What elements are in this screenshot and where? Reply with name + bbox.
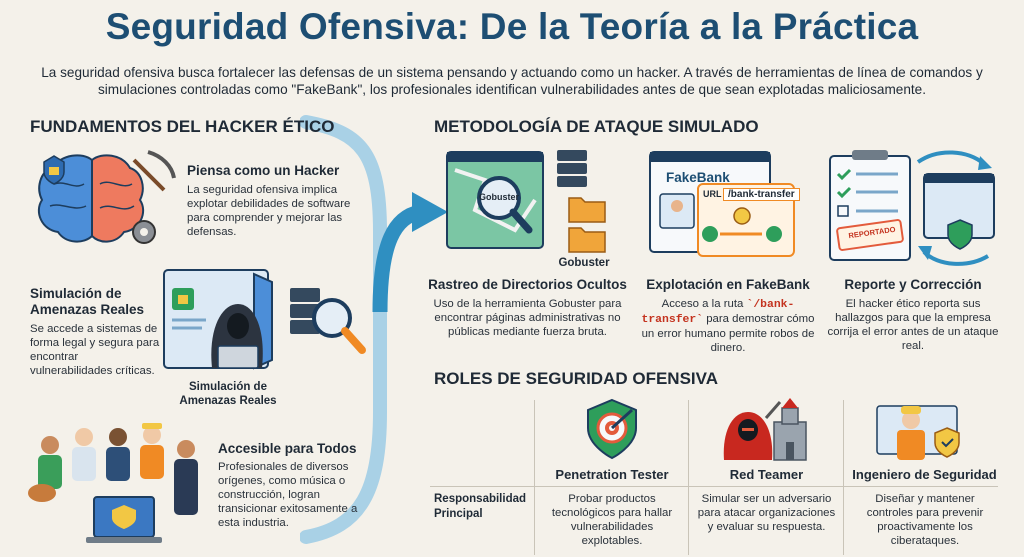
item-think-hacker-desc: La seguridad ofensiva implica explotar debilidades de software para comprender y mejorar las defensas.	[187, 184, 351, 238]
fakebank-url-label: URL	[703, 189, 722, 199]
diverse-professionals-icon	[28, 415, 213, 550]
methodology-heading: METODOLOGÍA DE ATAQUE SIMULADO	[434, 117, 759, 136]
fakebank-browser-icon	[648, 150, 798, 260]
red-teamer-castle-icon	[718, 398, 810, 462]
role-pentester-title: Penetration Tester	[555, 467, 669, 482]
fundamentals-heading: FUNDAMENTOS DEL HACKER ÉTICO	[30, 117, 335, 136]
security-engineer-icon	[875, 398, 971, 462]
item-accessible-desc: Profesionales de diversos orígenes, como música o construcción, logran transicionar exitosamente a esta industria.	[218, 461, 358, 529]
step-directory-desc: Uso de la herramienta Gobuster para encontrar páginas administrativas no públicas mediante fuerza bruta.	[433, 298, 622, 338]
step-fakebank-desc-code: `/bank-transfer`	[641, 299, 795, 326]
report-clipboard-icon	[828, 148, 1003, 266]
role-redteamer-title: Red Teamer	[729, 467, 804, 482]
gobuster-caption: Gobuster	[558, 257, 610, 269]
roles-heading: ROLES DE SEGURIDAD OFENSIVA	[434, 369, 718, 388]
page-title: Seguridad Ofensiva: De la Teoría a la Práctica	[105, 6, 919, 47]
step-report-title: Reporte y Corrección	[844, 277, 982, 292]
role-engineer-desc: Diseñar y mantener controles para prevenir proactivamente los ciberataques.	[866, 493, 984, 547]
step-report-desc: El hacker ético reporta sus hallazgos para que la empresa corrija el error antes de un ataque real.	[827, 298, 999, 352]
hooded-hacker-icon	[162, 268, 372, 378]
step-fakebank-title: Explotación en FakeBank	[646, 277, 810, 292]
roles-divider-2	[688, 400, 689, 555]
roles-divider-3	[843, 400, 844, 555]
brain-gear-icon	[30, 148, 180, 248]
step-fakebank-desc	[634, 297, 822, 355]
roles-header-rule	[430, 486, 998, 487]
role-engineer-title: Ingeniero de Seguridad	[852, 467, 997, 482]
intro-paragraph: La seguridad ofensiva busca fortalecer las defensas de un sistema pensando y actuando como un hacker. A través de herramientas de línea de comandos y simulaciones controladas como "FakeBank", los profesionales identifican vulnerabilidades antes de que sean explotadas maliciosamente.	[41, 65, 983, 97]
fakebank-brand: FakeBank	[666, 170, 730, 185]
gobuster-magnifier-label: Gobuster	[478, 192, 519, 202]
step-fakebank-desc-after: para demostrar cómo un error humano permite robos de dinero.	[641, 313, 815, 354]
item-simulation-desc: Se accede a sistemas de forma legal y segura para encontrar vulnerabilidades críticas.	[30, 323, 160, 377]
simulation-caption: Simulación de Amenazas Reales	[179, 381, 277, 407]
item-accessible-title: Accesible para Todos	[218, 441, 357, 456]
item-think-hacker-title: Piensa como un Hacker	[187, 163, 340, 178]
item-simulation-title: Simulación de Amenazas Reales	[30, 286, 145, 317]
fakebank-url-path: /bank-transfer	[723, 188, 800, 201]
gobuster-map-icon	[445, 150, 615, 255]
target-shield-icon	[584, 398, 640, 460]
roles-divider-1	[534, 400, 535, 555]
roles-row-label: Responsabilidad Principal	[434, 493, 527, 520]
role-redteamer-desc: Simular ser un adversario para atacar organizaciones y evaluar su respuesta.	[697, 493, 836, 533]
step-directory-title: Rastreo de Directorios Ocultos	[428, 277, 627, 292]
role-pentester-desc: Probar productos tecnológicos para hallar vulnerabilidades explotables.	[551, 493, 673, 547]
report-stamp: REPORTADO	[847, 224, 897, 241]
step-fakebank-desc-before: Acceso a la ruta	[661, 298, 747, 310]
